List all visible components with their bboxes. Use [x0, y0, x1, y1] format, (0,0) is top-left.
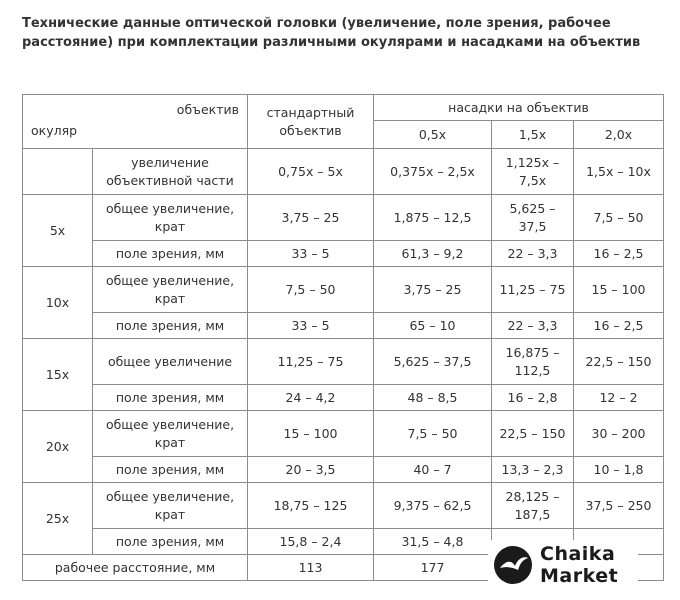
value-cell: 28,125 – 187,5 [492, 483, 574, 529]
value-cell: 177 [374, 555, 492, 581]
value-cell: 22,5 – 150 [574, 339, 664, 385]
value-cell: 9,375 – 62,5 [374, 483, 492, 529]
eyepiece-cell: 10x [23, 267, 93, 339]
corner-header-cell [23, 95, 248, 149]
value-cell: 3,75 – 25 [248, 195, 374, 241]
objective-magnification-row [23, 149, 664, 195]
value-cell: 16 – 2,8 [492, 385, 574, 411]
value-cell: 1,5x – 10x [574, 149, 664, 195]
magnification-row [23, 483, 664, 529]
eyepiece-cell: 25x [23, 483, 93, 555]
empty-cell [23, 149, 93, 195]
value-cell: 7,5 – 50 [574, 195, 664, 241]
attachment-05-header: 0,5x [374, 121, 492, 149]
working-distance-label: рабочее расстояние, мм [23, 555, 248, 581]
value-cell: 0,75x – 5x [248, 149, 374, 195]
magnification-label: общее увеличение, крат [93, 195, 248, 241]
value-cell: 37,5 – 250 [574, 483, 664, 529]
value-cell: 22,5 – 150 [492, 411, 574, 457]
value-cell: 13,3 – 2,3 [492, 457, 574, 483]
value-cell: 5,625 – 37,5 [492, 195, 574, 241]
value-cell: 5,625 – 37,5 [374, 339, 492, 385]
value-cell: 15 – 100 [248, 411, 374, 457]
magnification-label: общее увеличение [93, 339, 248, 385]
value-cell: 0,375x – 2,5x [374, 149, 492, 195]
value-cell: 16 – 2,5 [574, 241, 664, 267]
value-cell: 11,25 – 75 [248, 339, 374, 385]
value-cell: 65 – 10 [374, 313, 492, 339]
page-title: Технические данные оптической головки (увеличение, поле зрения, рабочее расстояние) при комплектации различными окулярами и насадками на объектив [22, 16, 641, 50]
value-cell: 24 – 4,2 [248, 385, 374, 411]
magnification-label: общее увеличение, крат [93, 411, 248, 457]
value-cell: 22 – 3,3 [492, 241, 574, 267]
magnification-label: общее увеличение, крат [93, 483, 248, 529]
value-cell: 22 – 3,3 [492, 313, 574, 339]
eyepiece-cell: 5x [23, 195, 93, 267]
field-of-view-row [23, 457, 664, 483]
eyepiece-header: окуляр [31, 123, 78, 138]
value-cell: 12 – 2 [574, 385, 664, 411]
value-cell: 16 – 2,5 [574, 313, 664, 339]
attachment-15-header: 1,5x [492, 121, 574, 149]
magnification-row [23, 411, 664, 457]
magnification-row [23, 267, 664, 313]
eyepiece-cell: 15x [23, 339, 93, 411]
value-cell: 7,5 – 50 [248, 267, 374, 313]
value-cell: 15,8 – 2,4 [248, 529, 374, 555]
attachment-20-header: 2,0x [574, 121, 664, 149]
standard-objective-header: стандартный объектив [248, 95, 374, 149]
field-of-view-row [23, 313, 664, 339]
value-cell: 15 – 100 [574, 267, 664, 313]
value-cell: 40 – 7 [374, 457, 492, 483]
value-cell: 7,5 – 50 [374, 411, 492, 457]
value-cell: 30 – 200 [574, 411, 664, 457]
value-cell: 61,3 – 9,2 [374, 241, 492, 267]
value-cell: 48 – 8,5 [374, 385, 492, 411]
value-cell: 33 – 5 [248, 241, 374, 267]
field-of-view-label: поле зрения, мм [93, 313, 248, 339]
spec-table [22, 94, 664, 581]
magnification-row [23, 195, 664, 241]
value-cell: 18,75 – 125 [248, 483, 374, 529]
field-of-view-label: поле зрения, мм [93, 457, 248, 483]
eyepiece-cell: 20x [23, 411, 93, 483]
value-cell: 10 – 1,8 [574, 457, 664, 483]
value-cell: 1,125x – 7,5x [492, 149, 574, 195]
logo-text-line1: Chaika [540, 543, 616, 565]
logo-text-line2: Market [540, 565, 619, 587]
value-cell: 113 [248, 555, 374, 581]
value-cell: 3,75 – 25 [374, 267, 492, 313]
field-of-view-label: поле зрения, мм [93, 241, 248, 267]
value-cell: 1,875 – 12,5 [374, 195, 492, 241]
field-of-view-label: поле зрения, мм [93, 529, 248, 555]
value-cell: 20 – 3,5 [248, 457, 374, 483]
magnification-row [23, 339, 664, 385]
value-cell: 33 – 5 [248, 313, 374, 339]
field-of-view-row [23, 385, 664, 411]
chaika-market-logo [488, 540, 638, 590]
seagull-icon [494, 546, 532, 584]
value-cell: 31,5 – 4,8 [374, 529, 492, 555]
value-cell: 16,875 – 112,5 [492, 339, 574, 385]
objective-magnification-label: увеличение объективной части [93, 149, 248, 195]
field-of-view-row [23, 241, 664, 267]
attachments-header: насадки на объектив [374, 95, 664, 121]
value-cell: 11,25 – 75 [492, 267, 574, 313]
magnification-label: общее увеличение, крат [93, 267, 248, 313]
objective-header: объектив [176, 102, 239, 117]
field-of-view-label: поле зрения, мм [93, 385, 248, 411]
